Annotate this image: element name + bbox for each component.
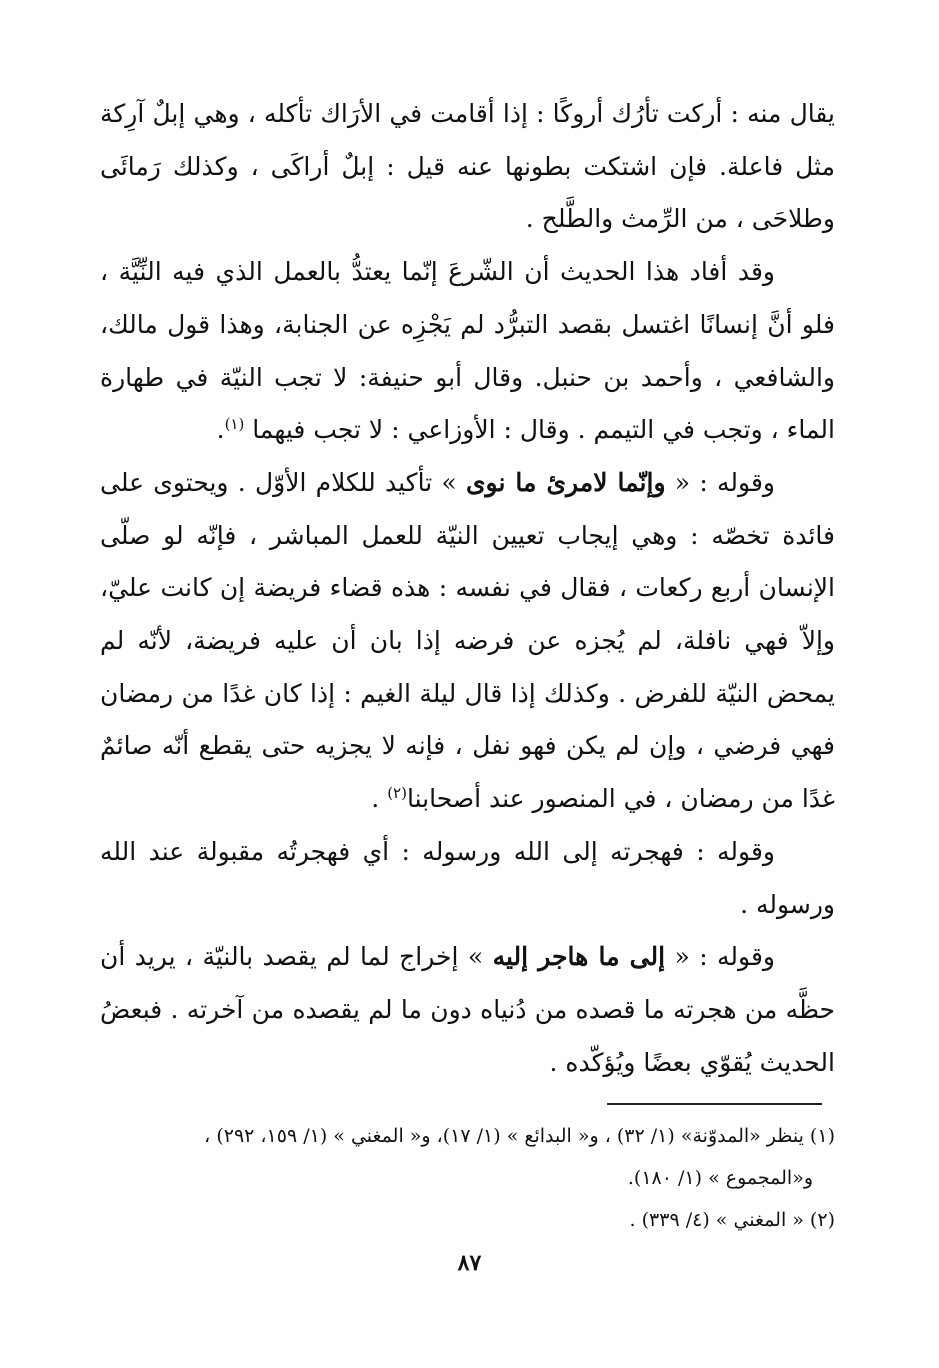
footnote-1-line-1: (١) ينظر «المدوّنة» (١/ ٣٢) ، و« البدائع » (١/ ١٧)، و« المغني » (١/ ١٥٩، ٢٩٢) ، — [204, 1125, 835, 1147]
paragraph-3-quote: وإنّما لامرئ ما نوى — [465, 467, 666, 497]
footnotes — [100, 1115, 835, 1241]
paragraph-4: وقوله : فهجرته إلى الله ورسوله : أي فهجرتُه مقبولة عند الله ورسوله . — [100, 836, 835, 919]
page-number: ٨٧ — [457, 1250, 482, 1276]
paragraph-2 — [100, 246, 835, 457]
paragraph-5-quote: إلى ما هاجر إليه — [492, 942, 666, 972]
main-text — [100, 88, 835, 1098]
paragraph-3-lead: وقوله : « — [674, 467, 775, 497]
footnote-2: (٢) « المغني » (٤/ ٣٣٩) . — [629, 1209, 835, 1231]
paragraph-5-lead: وقوله : « — [674, 942, 775, 972]
paragraph-3-text: » تأكيد للكلام الأوّل . ويحتوى على فائدة تخصّه : وهي إيجاب تعيين النيّة للعمل المباشر ، فإنّه لو صلّى الإنسان أربع ركعات ، فقال في نفسه : هذه قضاء فريضة إن كانت عليّ، وإلاّ فهي نافلة، لم يُجزه عن فرضه إذا بان أن عليه فريضة، لأنّه لم يمحض النيّة للفرض . وكذلك إذا قال ليلة الغيم : إذا كان غدًا من رمضان فهي فرضي ، وإن لم يكن فهو نفل ، فإنه لا يجزيه حتى يقطع أنّه صائمٌ غدًا من رمضان ، في المنصور عند أصحابنا — [100, 467, 835, 814]
footnote-ref-2[interactable]: (٢) — [387, 784, 407, 803]
paragraph-2-text: وقد أفاد هذا الحديث أن الشّرعَ إنّما يعتدُّ بالعمل الذي فيه النِّيَّة ، فلو أنَّ إنسانًا اغتسل بقصد التبرُّد لم يَجْزِه عن الجنابة، وهذا قول مالك، والشافعي ، وأحمد بن حنبل. وقال أبو حنيفة: لا تجب النيّة في طهارة الماء ، وتجب في التيمم . وقال : الأوزاعي : لا تجب فيهما — [100, 257, 835, 445]
footnote-divider — [607, 1103, 822, 1105]
paragraph-1: يقال منه : أركت تأرُك أروكًا : إذا أقامت في الأرَاك تأكله ، وهي إبلٌ آرِكة مثل فاعلة. فإن اشتكت بطونها عنه قيل : إبلٌ أراكَى ، وكذلك رَمائَى وطلاحَى ، من الرِّمث والطَّلح . — [100, 99, 835, 234]
paragraph-5-text: » إخراج لما لم يقصد بالنيّة ، يريد أن حظَّه من هجرته ما قصده من دُنياه دون ما لم يقصده من آخرته . فبعضُ الحديث يُقوّي بعضًا ويُؤكّده . — [100, 942, 835, 1077]
footnote-ref-1[interactable]: (١) — [224, 415, 245, 434]
paragraph-3-end: . — [371, 784, 380, 814]
paragraph-3 — [100, 457, 835, 826]
footnote-1-line-2: و«المجموع » (١/ ١٨٠). — [627, 1167, 813, 1189]
paragraph-2-end: . — [216, 415, 225, 445]
paragraph-5 — [100, 931, 835, 1089]
